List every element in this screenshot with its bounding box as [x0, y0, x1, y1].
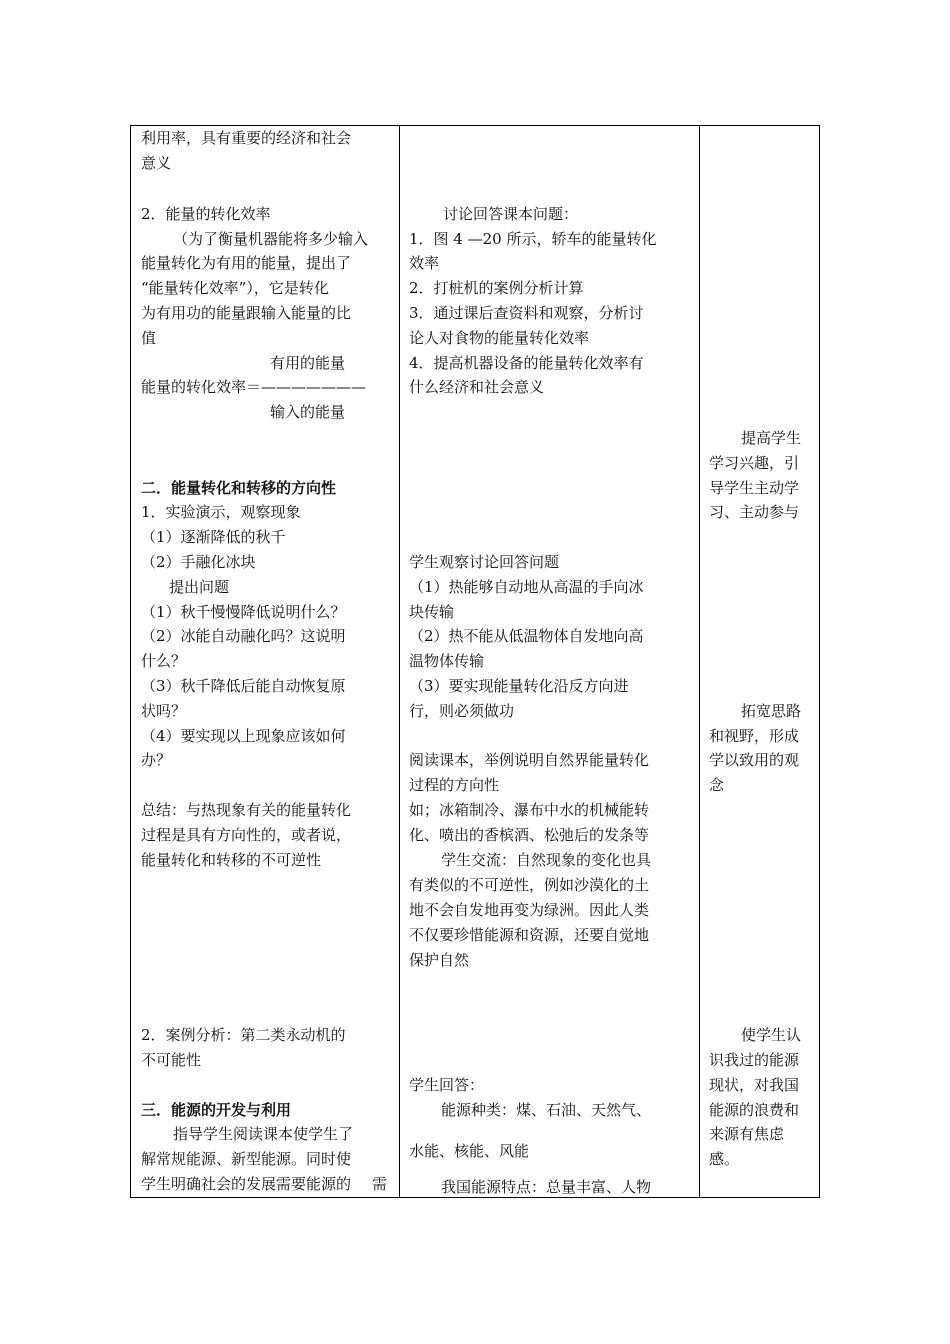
text-line: 和视野，形成: [709, 727, 800, 745]
text-line: 习、主动参与: [709, 503, 800, 521]
text-line: 温物体传输: [409, 652, 485, 670]
text-line: 识我过的能源: [709, 1051, 800, 1069]
text-line: 有类似的不可逆性，例如沙漠化的土: [409, 876, 650, 894]
text-line: 念: [709, 776, 725, 794]
text-line: 为有用功的能量跟输入能量的比: [141, 304, 352, 322]
section-subheading: 2．能量的转化效率: [141, 205, 271, 223]
text-line: 过程是具有方向性的，或者说，: [141, 826, 352, 844]
column-divider: [399, 126, 400, 1197]
text-line: 状吗？: [141, 702, 187, 720]
text-line: 4．提高机器设备的能量转化效率有: [409, 354, 644, 372]
text-line: （为了衡量机器能将多少输入: [173, 230, 369, 248]
text-line: 拓宽思路: [741, 702, 802, 720]
column-divider: [699, 126, 700, 1197]
formula-left: 能量的转化效率＝———————: [141, 378, 367, 396]
text-line: 学生明确社会的发展需要能源的: [141, 1175, 352, 1193]
text-line: （2）冰能自动融化吗？这说明: [141, 627, 346, 645]
text-line: 讨论回答课本问题：: [443, 205, 579, 223]
text-line: 3．通过课后查资料和观察，分析讨: [409, 304, 644, 322]
text-line: 2．案例分析：第二类永动机的: [141, 1026, 346, 1044]
text-line: 阅读课本，举例说明自然界能量转化: [409, 751, 650, 769]
text-line: 学生观察讨论回答问题: [409, 553, 560, 571]
text-line: 值: [141, 329, 157, 347]
text-line: 学生回答：: [409, 1076, 485, 1094]
text-line: 化、喷出的香槟酒、松弛后的发条等: [409, 826, 650, 844]
section-heading: 二．能量转化和转移的方向性: [141, 479, 337, 497]
text-line: 解常规能源、新型能源。同时使: [141, 1150, 352, 1168]
text-line: （3）要实现能量转化沿反方向进: [409, 677, 629, 695]
text-line: （1）逐渐降低的秋千: [141, 528, 286, 546]
text-line: 效率: [409, 254, 440, 272]
text-line: 1．实验演示，观察现象: [141, 503, 301, 521]
text-line: （4）要实现以上现象应该如何: [141, 727, 346, 745]
text-line-tail: 需: [370, 1172, 387, 1196]
text-line: 学生交流：自然现象的变化也具: [441, 851, 652, 869]
text-line: 办？: [141, 751, 172, 769]
text-line: （1）热能够自动地从高温的手向冰: [409, 578, 644, 596]
text-line: 2．打桩机的案例分析计算: [409, 279, 584, 297]
text-line: 1．图 4 —20 所示，轿车的能量转化: [409, 230, 657, 248]
text-line: （3）秋千降低后能自动恢复原: [141, 677, 346, 695]
text-line: 什么经济和社会意义: [409, 378, 545, 396]
text-line: “能量转化效率”），它是转化: [141, 279, 329, 297]
text-line: 意义: [141, 154, 172, 172]
text-line: 行，则必须做功: [409, 702, 515, 720]
text-line: 块传输: [409, 603, 455, 621]
text-line: 能量转化和转移的不可逆性: [141, 851, 322, 869]
text-line: 提高学生: [741, 429, 802, 447]
text-line: 总结：与热现象有关的能量转化: [141, 801, 352, 819]
text-line: 水能、核能、风能: [409, 1142, 530, 1160]
text-line: 保护自然: [409, 951, 470, 969]
text-line: 提出问题: [169, 578, 230, 596]
text-line: 地不会自发地再变为绿洲。因此人类: [409, 901, 650, 919]
text-line: 导学生主动学: [709, 479, 800, 497]
text-line: 来源有焦虑: [709, 1125, 785, 1143]
formula-numerator: 有用的能量: [270, 354, 346, 372]
section-heading: 三．能源的开发与利用: [141, 1101, 292, 1119]
text-line: 能源的浪费和: [709, 1101, 800, 1119]
text-line: （2）热不能从低温物体自发地向高: [409, 627, 644, 645]
lesson-plan-table: [130, 125, 820, 1198]
text-line: 现状，对我国: [709, 1076, 800, 1094]
text-line: 使学生认: [741, 1026, 802, 1044]
text-line: 不仅要珍惜能源和资源，还要自觉地: [409, 926, 650, 944]
text-line: 学以致用的观: [709, 751, 800, 769]
text-line: （1）秋千慢慢降低说明什么？: [141, 603, 346, 621]
text-line: （2）手融化冰块: [141, 553, 256, 571]
text-line: 能量转化为有用的能量，提出了: [141, 254, 352, 272]
formula-denominator: 输入的能量: [270, 403, 346, 421]
text-line: 感。: [709, 1150, 740, 1168]
text-line: 学习兴趣，引: [709, 454, 800, 472]
text-line: 不可能性: [141, 1051, 202, 1069]
text-line: 论人对食物的能量转化效率: [409, 329, 590, 347]
text-line: 如；冰箱制冷、瀑布中水的机械能转: [409, 801, 650, 819]
text-line: 什么？: [141, 652, 187, 670]
text-line: 指导学生阅读课本使学生了: [173, 1125, 354, 1143]
text-line: 能源种类：煤、石油、天然气、: [441, 1101, 652, 1119]
text-line: 过程的方向性: [409, 776, 500, 794]
text-line: 利用率，具有重要的经济和社会: [141, 129, 352, 147]
text-line: 我国能源特点：总量丰富、人物: [441, 1178, 652, 1196]
